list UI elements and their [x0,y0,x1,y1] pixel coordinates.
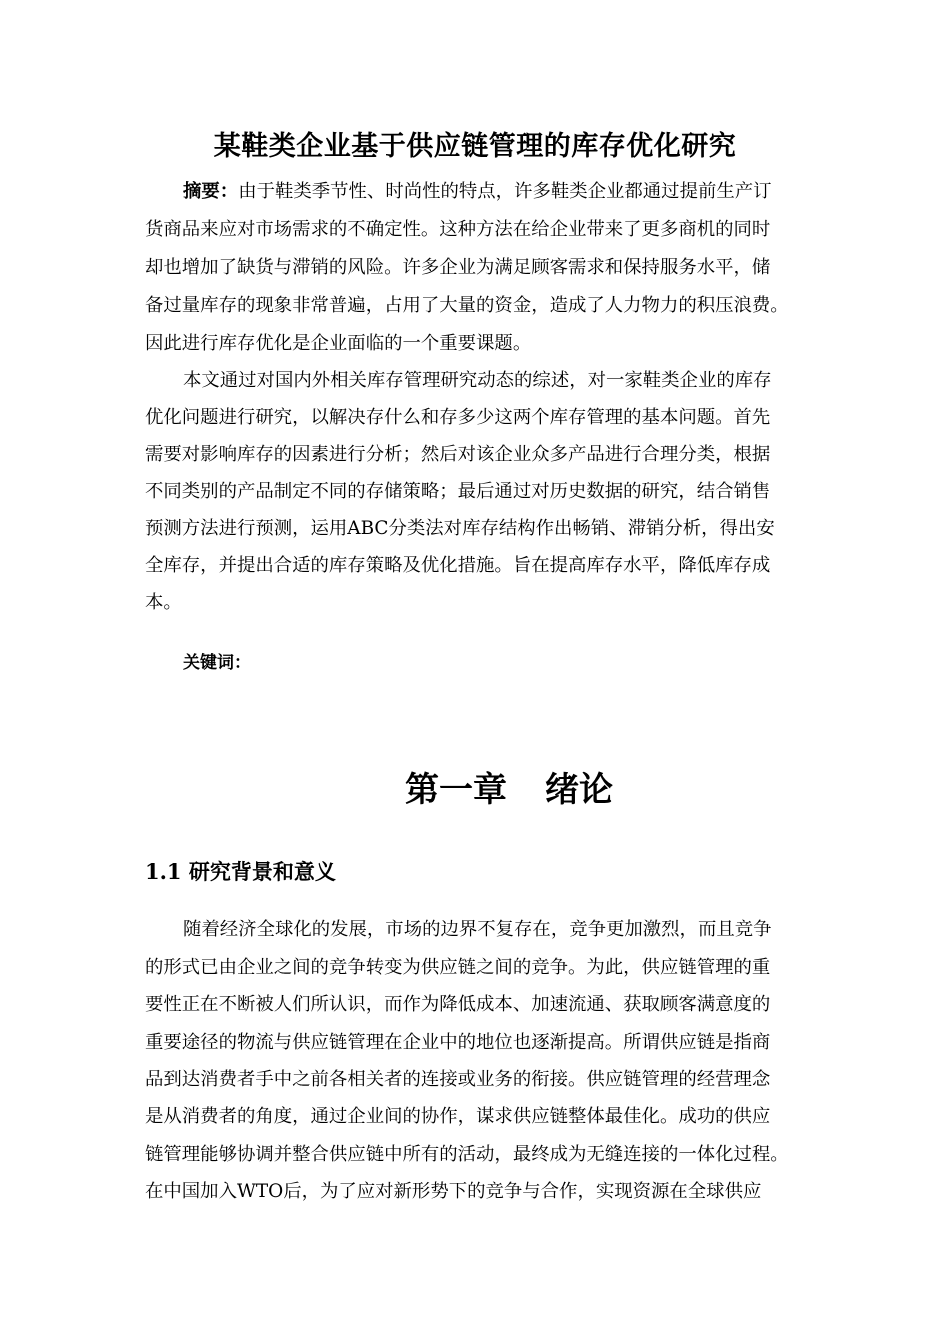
keywords-label: 关键词： [183,653,251,673]
abstract-line: 需要对影响库存的因素进行分析；然后对该企业众多产品进行合理分类，根据 [145,444,771,465]
abstract-line: 却也增加了缺货与滞销的风险。许多企业为满足顾客需求和保持服务水平，储 [145,257,771,278]
chapter-name: 绪论 [545,770,613,810]
body-line: 是从消费者的角度，通过企业间的协作，谋求供应链整体最佳化。成功的供应 [145,1106,771,1127]
abstract-line: 本文通过对国内外相关库存管理研究动态的综述，对一家鞋类企业的库存 [183,370,772,391]
paper-title: 某鞋类企业基于供应链管理的库存优化研究 [213,131,737,162]
body-line: 重要途径的物流与供应链管理在企业中的地位也逐渐提高。所谓供应链是指商 [145,1032,771,1053]
abstract-text: 由于鞋类季节性、时尚性的特点，许多鞋类企业都通过提前生产订 [238,181,772,202]
abstract-line: 预测方法进行预测，运用ABC分类法对库存结构作出畅销、滞销分析，得出安 [145,518,775,539]
body-line: 品到达消费者手中之前各相关者的连接或业务的衔接。供应链管理的经营理念 [145,1069,771,1090]
abstract-line: 因此进行库存优化是企业面临的一个重要课题。 [145,333,532,354]
abstract-line: 全库存，并提出合适的库存策略及优化措施。旨在提高库存水平，降低库存成 [145,555,771,576]
abstract-line: 本。 [145,592,182,613]
abstract-line: 优化问题进行研究，以解决存什么和存多少这两个库存管理的基本问题。首先 [145,407,771,428]
chapter-number: 第一章 [405,770,507,810]
body-line: 随着经济全球化的发展，市场的边界不复存在，竞争更加激烈，而且竞争 [183,919,772,940]
body-line: 链管理能够协调并整合供应链中所有的活动，最终成为无缝连接的一体化过程。 [145,1144,789,1165]
abstract-line: 不同类别的产品制定不同的存储策略；最后通过对历史数据的研究，结合销售 [145,481,771,502]
body-line: 要性正在不断被人们所认识，而作为降低成本、加速流通、获取顾客满意度的 [145,994,771,1015]
section-heading: 1.1 研究背景和意义 [145,859,336,884]
chapter-heading [405,762,613,811]
abstract-line: 货商品来应对市场需求的不确定性。这种方法在给企业带来了更多商机的同时 [145,219,771,240]
body-line: 的形式已由企业之间的竞争转变为供应链之间的竞争。为此，供应链管理的重 [145,957,771,978]
body-line: 在中国加入WTO后，为了应对新形势下的竞争与合作，实现资源在全球供应 [145,1181,762,1202]
abstract-line: 备过量库存的现象非常普遍，占用了大量的资金，造成了人力物力的积压浪费。 [145,295,789,316]
abstract-line [183,180,772,204]
abstract-label: 摘要： [183,181,239,202]
